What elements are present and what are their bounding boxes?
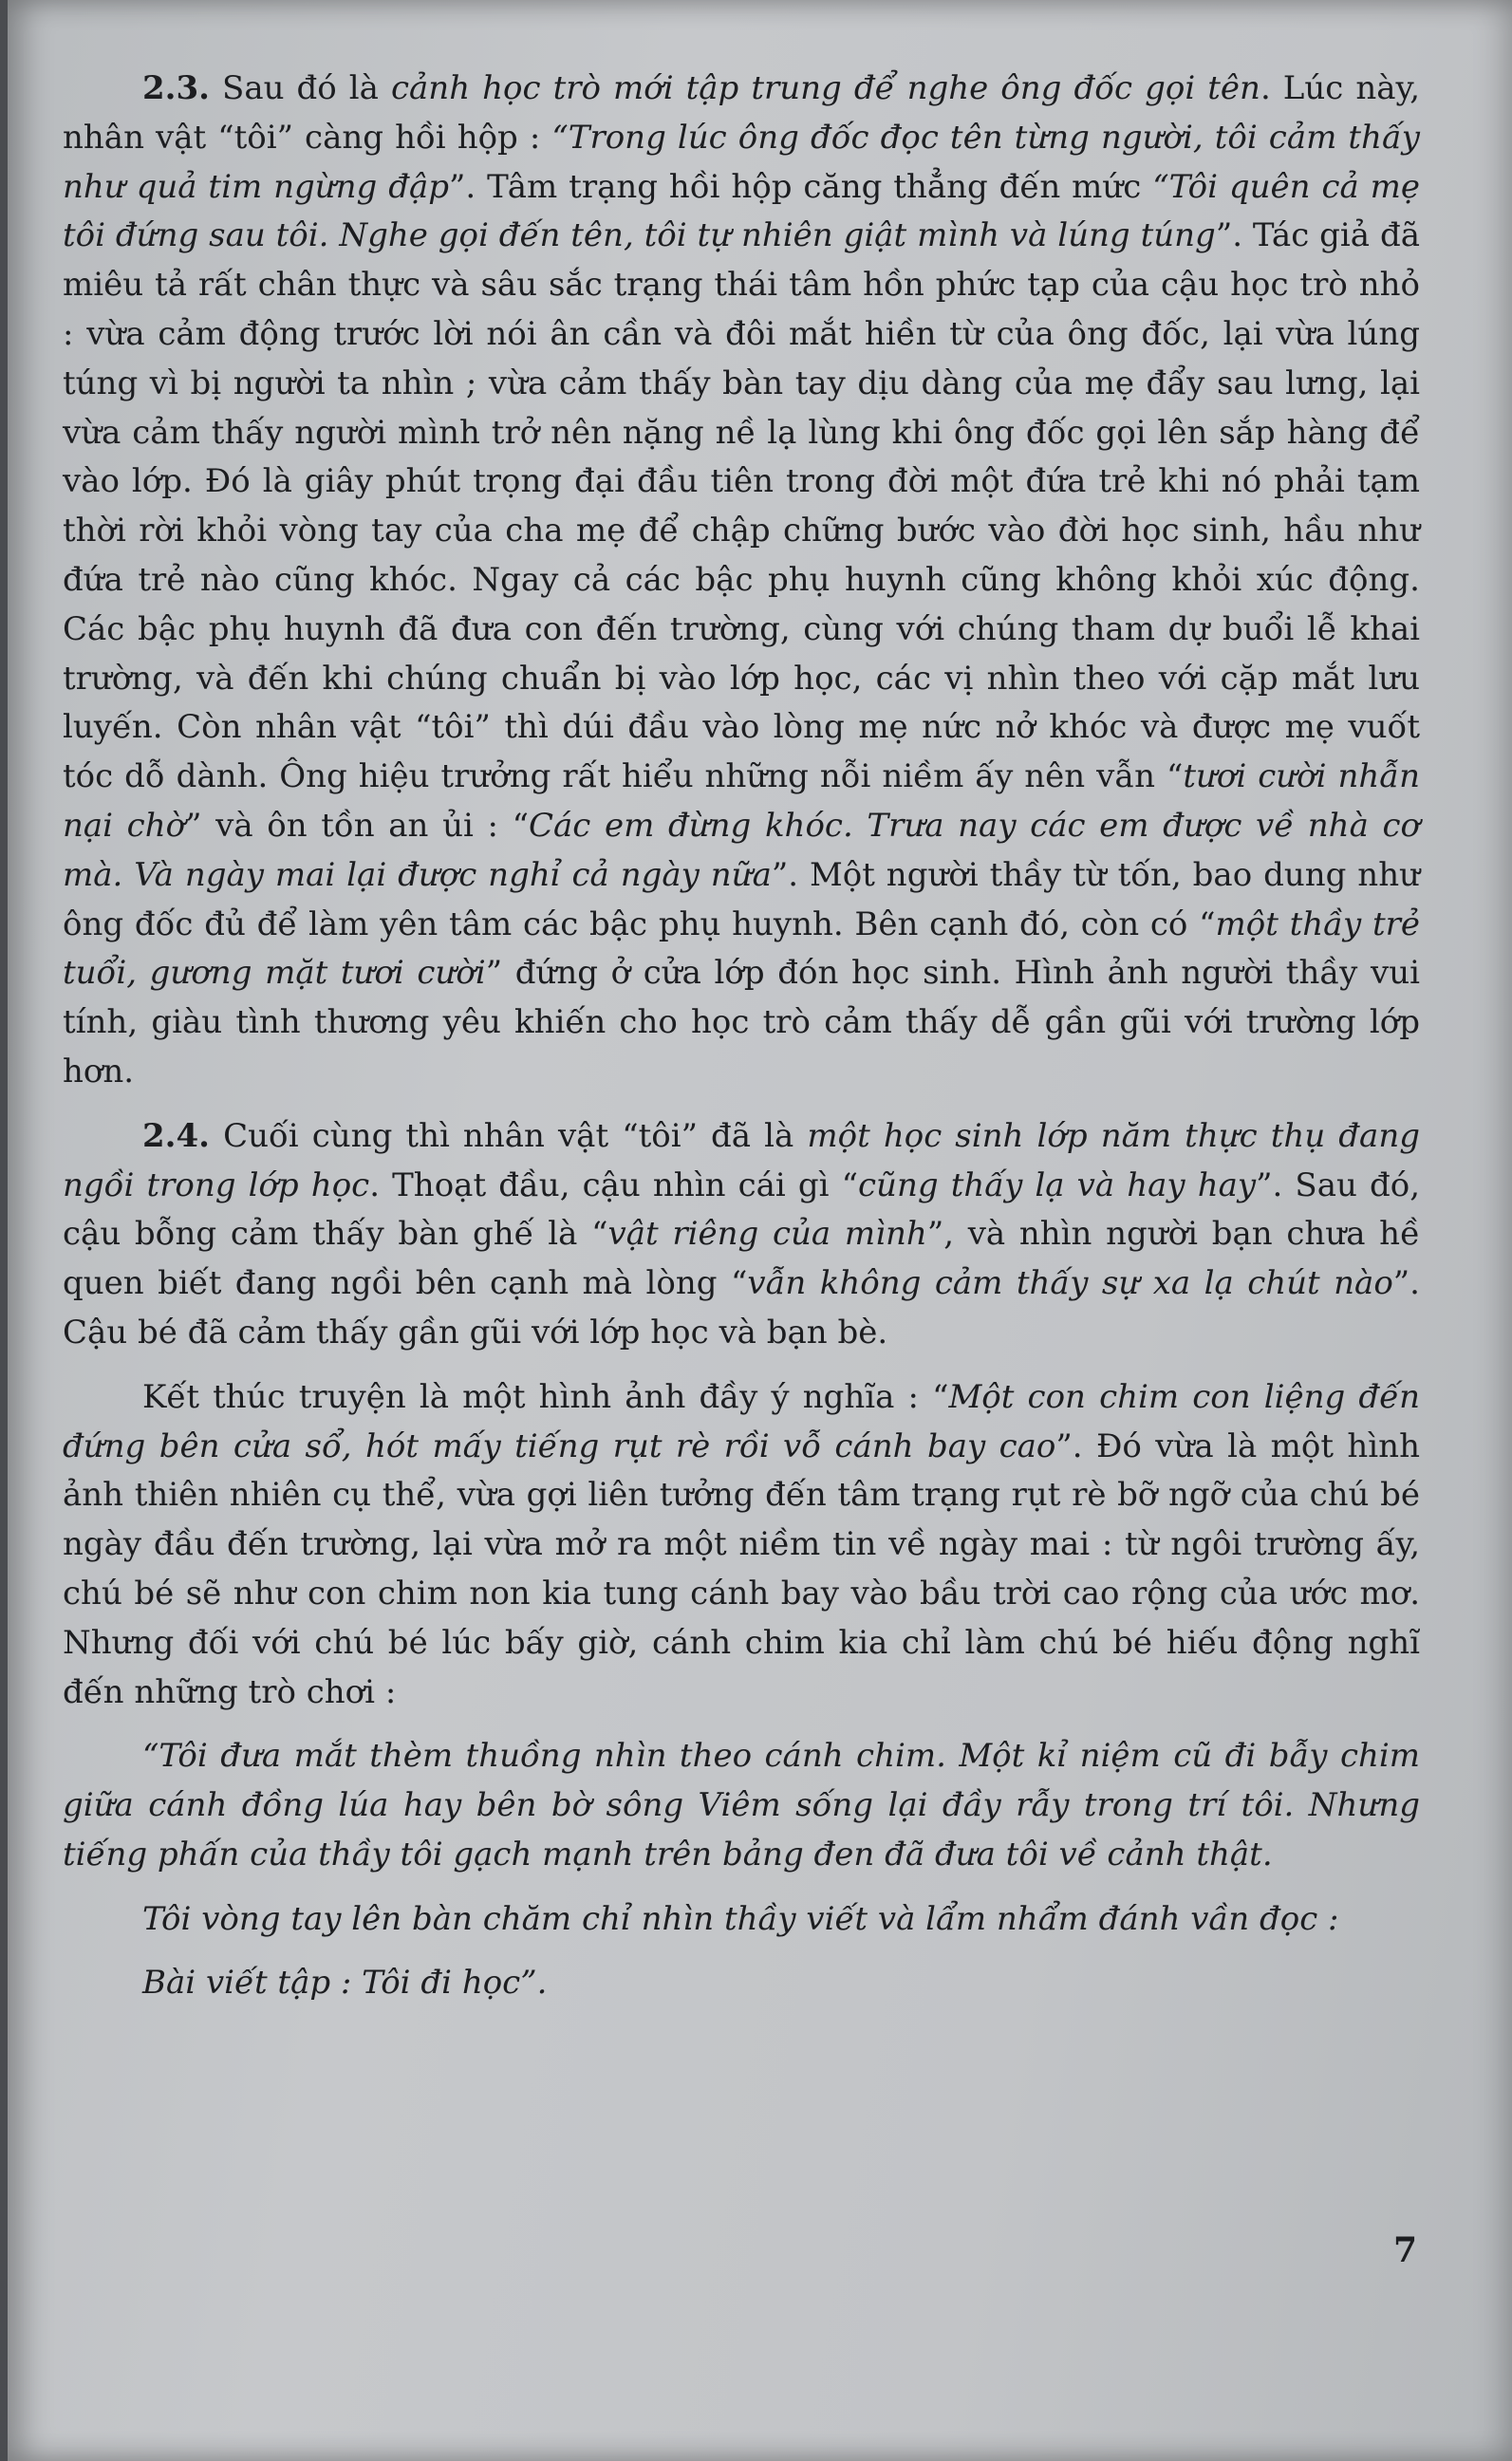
italic-quote: vẫn không cảm thấy sự xa lạ chút nào <box>747 1264 1393 1303</box>
quote-block <box>63 1732 1420 2008</box>
text-span: ”. Một người thầy từ tốn, bao dung như ông đốc đủ để làm yên tâm các bậc phụ huynh. Bên cạnh đó, còn có “ <box>63 855 1421 943</box>
text-span: Cuối cùng thì nhân vật “tôi” đã là <box>210 1116 808 1155</box>
text-span: Sau đó là <box>210 69 391 107</box>
italic-quote: một thầy trẻ tuổi, gương mặt tươi cười <box>63 904 1420 993</box>
quote-paragraph-2: Tôi vòng tay lên bàn chăm chỉ nhìn thầy viết và lẩm nhẩm đánh vần đọc : <box>142 1899 1339 1938</box>
section-number-2-3: 2.3. <box>142 69 210 107</box>
paragraph-2-3 <box>63 65 1420 1097</box>
text-span: ” đứng ở cửa lớp đón học sinh. Hình ảnh người thầy vui tính, giàu tình thương yêu khiến cho học trò cảm thấy dễ gần gũi với trường lớp hơn. <box>63 954 1420 1091</box>
italic-quote: Các em đừng khóc. Trưa nay các em được về nhà cơ mà. Và ngày mai lại được nghỉ cả ngày nữa <box>63 806 1420 894</box>
italic-quote: tươi cười nhẫn nại chờ <box>63 757 1420 845</box>
italic-span: một học sinh lớp năm thực thụ đang ngồi trong lớp học <box>63 1116 1420 1204</box>
italic-span: cảnh học trò mới tập trung để nghe ông đốc gọi tên <box>390 69 1260 107</box>
text-span: ”. Cậu bé đã cảm thấy gần gũi với lớp học và bạn bè. <box>63 1264 1420 1352</box>
text-span: . Thoạt đầu, cậu nhìn cái gì “ <box>369 1165 859 1204</box>
text-span: . Lúc này, nhân vật “tôi” càng hồi hộp : <box>63 69 1421 157</box>
text-span: ”. Đó vừa là một hình ảnh thiên nhiên cụ thể, vừa gợi liên tưởng đến tâm trạng rụt rè bỡ ngỡ của chú bé ngày đầu đến trường, lại vừa mở ra một niềm tin về ngày mai : từ ngôi trường ấy, chú bé sẽ như con chim non kia tung cánh bay vào bầu trời cao rộng của ước mơ. Nhưng đối với chú bé lúc bấy giờ, cánh chim kia chỉ làm chú bé hiếu động nghĩ đến những trò chơi : <box>63 1426 1420 1711</box>
text-span: ”. Sau đó, cậu bỗng cảm thấy bàn ghế là “ <box>63 1165 1421 1254</box>
book-page <box>8 0 1512 2461</box>
section-number-2-4: 2.4. <box>142 1116 210 1155</box>
page-body <box>63 65 1420 2008</box>
text-span: Kết thúc truyện là một hình ảnh đầy ý nghĩa : “ <box>142 1377 949 1416</box>
italic-quote: Một con chim con liệng đến đứng bên cửa sổ, hót mấy tiếng rụt rè rồi vỗ cánh bay cao <box>63 1377 1420 1465</box>
quote-paragraph-3: Bài viết tập : Tôi đi học”. <box>142 1964 548 2003</box>
paragraph-2-4 <box>63 1112 1420 1358</box>
text-span: ”. Tác giả đã miêu tả rất chân thực và sâu sắc trạng thái tâm hồn phức tạp của cậu học trò nhỏ : vừa cảm động trước lời nói ân cần và đôi mắt hiền từ của ông đốc, lại vừa lúng túng vì bị người ta nhìn ; vừa cảm thấy bàn tay dịu dàng của mẹ đẩy sau lưng, lại vừa cảm thấy người mình trở nên nặng nề lạ lùng khi ông đốc gọi lên sắp hàng để vào lớp. Đó là giây phút trọng đại đầu tiên trong đời một đứa trẻ khi nó phải tạm thời rời khỏi vòng tay của cha mẹ để chập chững bước vào đời học sinh, hầu như đứa trẻ nào cũng khóc. Ngay cả các bậc phụ huynh cũng không khỏi xúc động. Các bậc phụ huynh đã đưa con đến trường, cùng với chúng tham dự buổi lễ khai trường, và đến khi chúng chuẩn bị vào lớp học, các vị nhìn theo với cặp mắt lưu luyến. Còn nhân vật “tôi” thì dúi đầu vào lòng mẹ nức nở khóc và được mẹ vuốt tóc dỗ dành. Ông hiệu trưởng rất hiểu những nỗi niềm ấy nên vẫn “ <box>63 216 1420 796</box>
italic-quote: cũng thấy lạ và hay hay <box>858 1165 1257 1204</box>
text-span: ”, và nhìn người bạn chưa hề quen biết đang ngồi bên cạnh mà lòng “ <box>63 1215 1421 1303</box>
paragraph-conclusion <box>63 1373 1420 1718</box>
page-number: 7 <box>1392 2230 1417 2270</box>
italic-quote: “Tôi quên cả mẹ tôi đứng sau tôi. Nghe gọi đến tên, tôi tự nhiên giật mình và lúng túng <box>63 167 1421 255</box>
italic-quote: “Trong lúc ông đốc đọc tên từng người, tôi cảm thấy như quả tim ngừng đập <box>63 118 1420 206</box>
italic-quote: vật riêng của mình <box>607 1215 927 1254</box>
text-span: ”. Tâm trạng hồi hộp căng thẳng đến mức <box>449 167 1153 206</box>
text-span: ” và ôn tồn an ủi : “ <box>185 806 529 845</box>
quote-paragraph-1: “Tôi đưa mắt thèm thuồng nhìn theo cánh chim. Một kỉ niệm cũ đi bẫy chim giữa cánh đồng lúa hay bên bờ sông Viêm sống lại đầy rẫy trong trí tôi. Nhưng tiếng phấn của thầy tôi gạch mạnh trên bảng đen đã đưa tôi về cảnh thật. <box>63 1737 1420 1874</box>
